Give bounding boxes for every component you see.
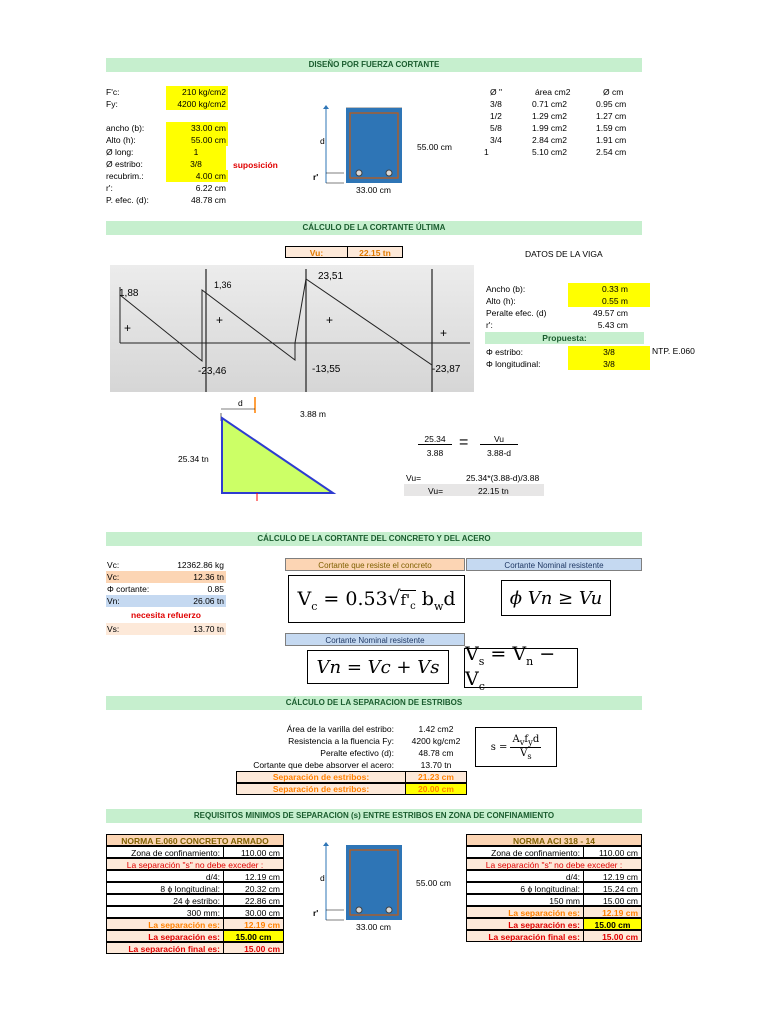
beam-r-label: r' <box>313 172 319 182</box>
rebar-header: Ø cm <box>603 87 624 97</box>
final-label: La separación final es: <box>106 942 224 954</box>
param-label: F'c: <box>106 87 120 97</box>
dim-value: 48.78 cm <box>191 195 226 205</box>
limit-label: 6 ϕ longitudinal: <box>466 882 584 894</box>
limit-label: d/4: <box>106 870 224 882</box>
ntp-label: NTP. E.060 <box>652 346 695 356</box>
result1-label: La separación es: <box>106 918 224 930</box>
dim-label: Alto (h): <box>106 135 136 145</box>
limit-value: 12.19 cm <box>223 870 284 882</box>
beam2-width-label: 33.00 cm <box>356 922 391 932</box>
rebar-cell: 1 <box>484 147 489 157</box>
limit-label: d/4: <box>466 870 584 882</box>
rebar-header: Ø " <box>490 87 502 97</box>
ratio-num-2: Vu <box>480 434 518 445</box>
rebar-cell: 1/2 <box>490 111 502 121</box>
vu-label: Vu: <box>285 246 348 258</box>
sep2-label: Separación de estribos: <box>272 784 370 794</box>
zona-label: Zona de confinamiento: <box>106 846 224 858</box>
rebar-cell: 1.27 cm <box>596 111 627 121</box>
rebar-cell: 5.10 cm2 <box>532 147 567 157</box>
result2-label: La separación es: <box>106 930 224 942</box>
shear-value: 0.85 <box>207 584 224 594</box>
beam-height-label: 55.00 cm <box>417 142 452 152</box>
rebar-cell: 1.29 cm2 <box>532 111 567 121</box>
stirrup-label: Cortante que debe absorver el acero: <box>253 760 394 770</box>
result1-label: La separación es: <box>466 906 584 918</box>
diagram-label-4: -23,46 <box>198 366 227 377</box>
sep1-value: 21.23 cm <box>418 772 454 782</box>
shear-value: 12.36 tn <box>193 572 224 582</box>
stirrup-value: 48.78 cm <box>418 748 454 758</box>
ratio-num-1: 25.34 <box>418 434 452 445</box>
final-label: La separación final es: <box>466 930 584 942</box>
param-label: Fy: <box>106 99 118 109</box>
vs-value: 13.70 tn <box>193 624 224 634</box>
viga-value: 0.55 m <box>568 295 650 307</box>
dim-label: ancho (b): <box>106 123 145 133</box>
limit-value: 30.00 cm <box>223 906 284 918</box>
section-title-concreto-acero: CÁLCULO DE LA CORTANTE DEL CONCRETO Y DEL ACERO <box>106 532 642 546</box>
stirrup-label: Área de la varilla del estribo: <box>286 724 394 734</box>
rebar-cell: 3/4 <box>490 135 502 145</box>
norm-header: NORMA ACI 318 - 14 <box>466 834 642 846</box>
shear-value: 26.06 tn <box>193 596 224 606</box>
viga-value: 0.33 m <box>568 283 650 295</box>
result2-label: La separación es: <box>466 918 584 930</box>
section-title-fuerza-cortante: DISEÑO POR FUERZA CORTANTE <box>106 58 642 72</box>
rebar-cell: 2.54 cm <box>596 147 627 157</box>
limit-label: 150 mm <box>466 894 584 906</box>
dim-label: recubrim.: <box>106 171 144 181</box>
propuesta-label: Φ estribo: <box>486 347 524 357</box>
beam-d-label: d <box>320 136 325 146</box>
stirrup-value: 1.42 cm2 <box>418 724 454 734</box>
result1-value: 12.19 cm <box>223 918 284 930</box>
formula-s: s = $A_vf_yd$ $V_s$ <box>475 727 557 767</box>
vs-label: Vs: <box>107 624 120 634</box>
propuesta-value: 3/8 <box>568 358 650 370</box>
suposicion-note: suposición <box>233 160 278 170</box>
beam2-height-label: 55.00 cm <box>416 878 451 888</box>
result2-value: 15.00 cm <box>583 918 642 930</box>
diagram-plus-4: + <box>440 326 448 340</box>
box-nominal-header-2: Cortante Nominal resistente <box>285 633 465 646</box>
shear-label: Φ cortante: <box>107 584 150 594</box>
triangle-height-label: 25.34 tn <box>178 454 209 464</box>
vu-eq-value: 22.15 tn <box>478 486 509 496</box>
param-value: 210 kg/cm2 <box>166 86 228 98</box>
rebar-cell: 0.71 cm2 <box>532 99 567 109</box>
limit-value: 15.00 cm <box>583 894 642 906</box>
limit-label: 300 mm: <box>106 906 224 918</box>
triangle-d-label: d <box>238 398 243 408</box>
dim-value: 55.00 cm <box>166 134 228 146</box>
dim-label: Ø long: <box>106 147 134 157</box>
rebar-cell: 1.91 cm <box>596 135 627 145</box>
vu-value: 22.15 tn <box>347 246 403 258</box>
stirrup-label: Resistencia a la fluencia Fy: <box>288 736 394 746</box>
rebar-header: área cm2 <box>535 87 571 97</box>
rebar-cell: 1.99 cm2 <box>532 123 567 133</box>
zona-label: Zona de confinamiento: <box>466 846 584 858</box>
box-concreto-header: Cortante que resiste el concreto <box>285 558 465 571</box>
rebar-cell: 1.59 cm <box>596 123 627 133</box>
norm-header: NORMA E.060 CONCRETO ARMADO <box>106 834 284 846</box>
vu-eq-label-2: Vu= <box>428 486 444 496</box>
param-value: 4200 kg/cm2 <box>166 98 228 110</box>
stirrup-value: 4200 kg/cm2 <box>411 736 461 746</box>
zona-value: 110.00 cm <box>223 846 284 858</box>
dim-value: 4.00 cm <box>166 170 228 182</box>
viga-label: Ancho (b): <box>486 284 526 294</box>
limit-value: 12.19 cm <box>583 870 642 882</box>
dim-label: Ø estribo: <box>106 159 143 169</box>
limit-value: 22.86 cm <box>223 894 284 906</box>
vu-eq-row <box>404 484 544 496</box>
formula-vs: $V_s = V_n - V_c$ <box>464 648 578 688</box>
propuesta-header: Propuesta: <box>485 332 644 344</box>
formula-vc: $V_c = 0.53√f'_c$ $b_wd$ <box>288 575 465 623</box>
datos-viga-title: DATOS DE LA VIGA <box>525 249 603 259</box>
viga-label: r': <box>486 320 493 330</box>
propuesta-value: 3/8 <box>568 346 650 358</box>
triangle-base-label: 3.88 m <box>300 409 326 419</box>
result1-value: 12.19 cm <box>583 906 642 918</box>
dim-value: 1 <box>166 146 226 158</box>
beam2-d-label: d <box>320 873 325 883</box>
dim-value: 3/8 <box>166 158 226 170</box>
diagram-plus-2: + <box>216 313 224 327</box>
beam2-r-label: r' <box>313 908 319 918</box>
zona-value: 110.00 cm <box>583 846 642 858</box>
viga-label: Peralte efec. (d) <box>486 308 547 318</box>
result2-value: 15.00 cm <box>223 930 284 942</box>
sep1-label: Separación de estribos: <box>272 772 370 782</box>
ratio-equals: = <box>459 434 469 451</box>
box-nominal-header-1: Cortante Nominal resistente <box>466 558 642 571</box>
shear-label: Vc: <box>107 572 120 582</box>
section-title-cortante-ultima: CÁLCULO DE LA CORTANTE ÚLTIMA <box>106 221 642 235</box>
rebar-cell: 2.84 cm2 <box>532 135 567 145</box>
vu-eq-label: Vu= <box>406 473 422 483</box>
stirrup-label: Peralte efectivo (d): <box>320 748 394 758</box>
diagram-plus-3: + <box>326 313 334 327</box>
beam-width-label: 33.00 cm <box>356 185 391 195</box>
viga-value: 5.43 cm <box>597 320 628 330</box>
viga-label: Alto (h): <box>486 296 516 306</box>
diagram-label-6: -23,87 <box>432 364 461 375</box>
shear-value: 12362.86 kg <box>177 560 224 570</box>
limit-value: 15.24 cm <box>583 882 642 894</box>
diagram-label-1: 1,88 <box>119 288 139 299</box>
diagram-label-2: 1,36 <box>214 280 232 290</box>
diagram-label-3: 23,51 <box>318 271 344 282</box>
final-value: 15.00 cm <box>583 930 642 942</box>
final-value: 15.00 cm <box>223 942 284 954</box>
section-title-separacion: CÁLCULO DE LA SEPARACION DE ESTRIBOS <box>106 696 642 710</box>
refuerzo-note: necesita refuerzo <box>131 610 201 620</box>
rebar-cell: 3/8 <box>490 99 502 109</box>
ratio-den-2: 3.88-d <box>486 448 512 458</box>
beam-concrete <box>346 108 402 183</box>
limit-value: 20.32 cm <box>223 882 284 894</box>
formula-vn: Vn = Vc + Vs <box>307 650 449 684</box>
diagram-label-5: -13,55 <box>312 364 341 375</box>
viga-value: 49.57 cm <box>593 308 628 318</box>
no-exceder: La separación "s" no debe exceder : <box>466 858 642 870</box>
dim-value: 33.00 cm <box>166 122 228 134</box>
dim-value: 6.22 cm <box>195 183 226 193</box>
section-title-requisitos: REQUISITOS MINIMOS DE SEPARACION (s) ENTRE ESTRIBOS EN ZONA DE CONFINAMIENTO <box>106 809 642 823</box>
rebar-cell: 5/8 <box>490 123 502 133</box>
dim-label: r': <box>106 183 113 193</box>
diagram-plus-1: + <box>124 321 132 335</box>
ratio-den-1: 3.88 <box>426 448 444 458</box>
shear-diagram <box>110 265 474 392</box>
propuesta-label: Φ longitudinal: <box>486 359 541 369</box>
limit-label: 8 ϕ longitudinal: <box>106 882 224 894</box>
limit-label: 24 ϕ estribo: <box>106 894 224 906</box>
rebar-cell: 0.95 cm <box>596 99 627 109</box>
stirrup-value: 13.70 tn <box>420 760 452 770</box>
sep2-value: 20.00 cm <box>418 784 454 794</box>
dim-label: P. efec. (d): <box>106 195 149 205</box>
formula-phi-vn: ϕ Vn ≥ Vu <box>501 580 611 616</box>
no-exceder: La separación "s" no debe exceder : <box>106 858 284 870</box>
shear-label: Vc: <box>107 560 120 570</box>
vu-eq-expr: 25.34*(3.88-d)/3.88 <box>466 473 540 483</box>
shear-label: Vn: <box>107 596 120 606</box>
